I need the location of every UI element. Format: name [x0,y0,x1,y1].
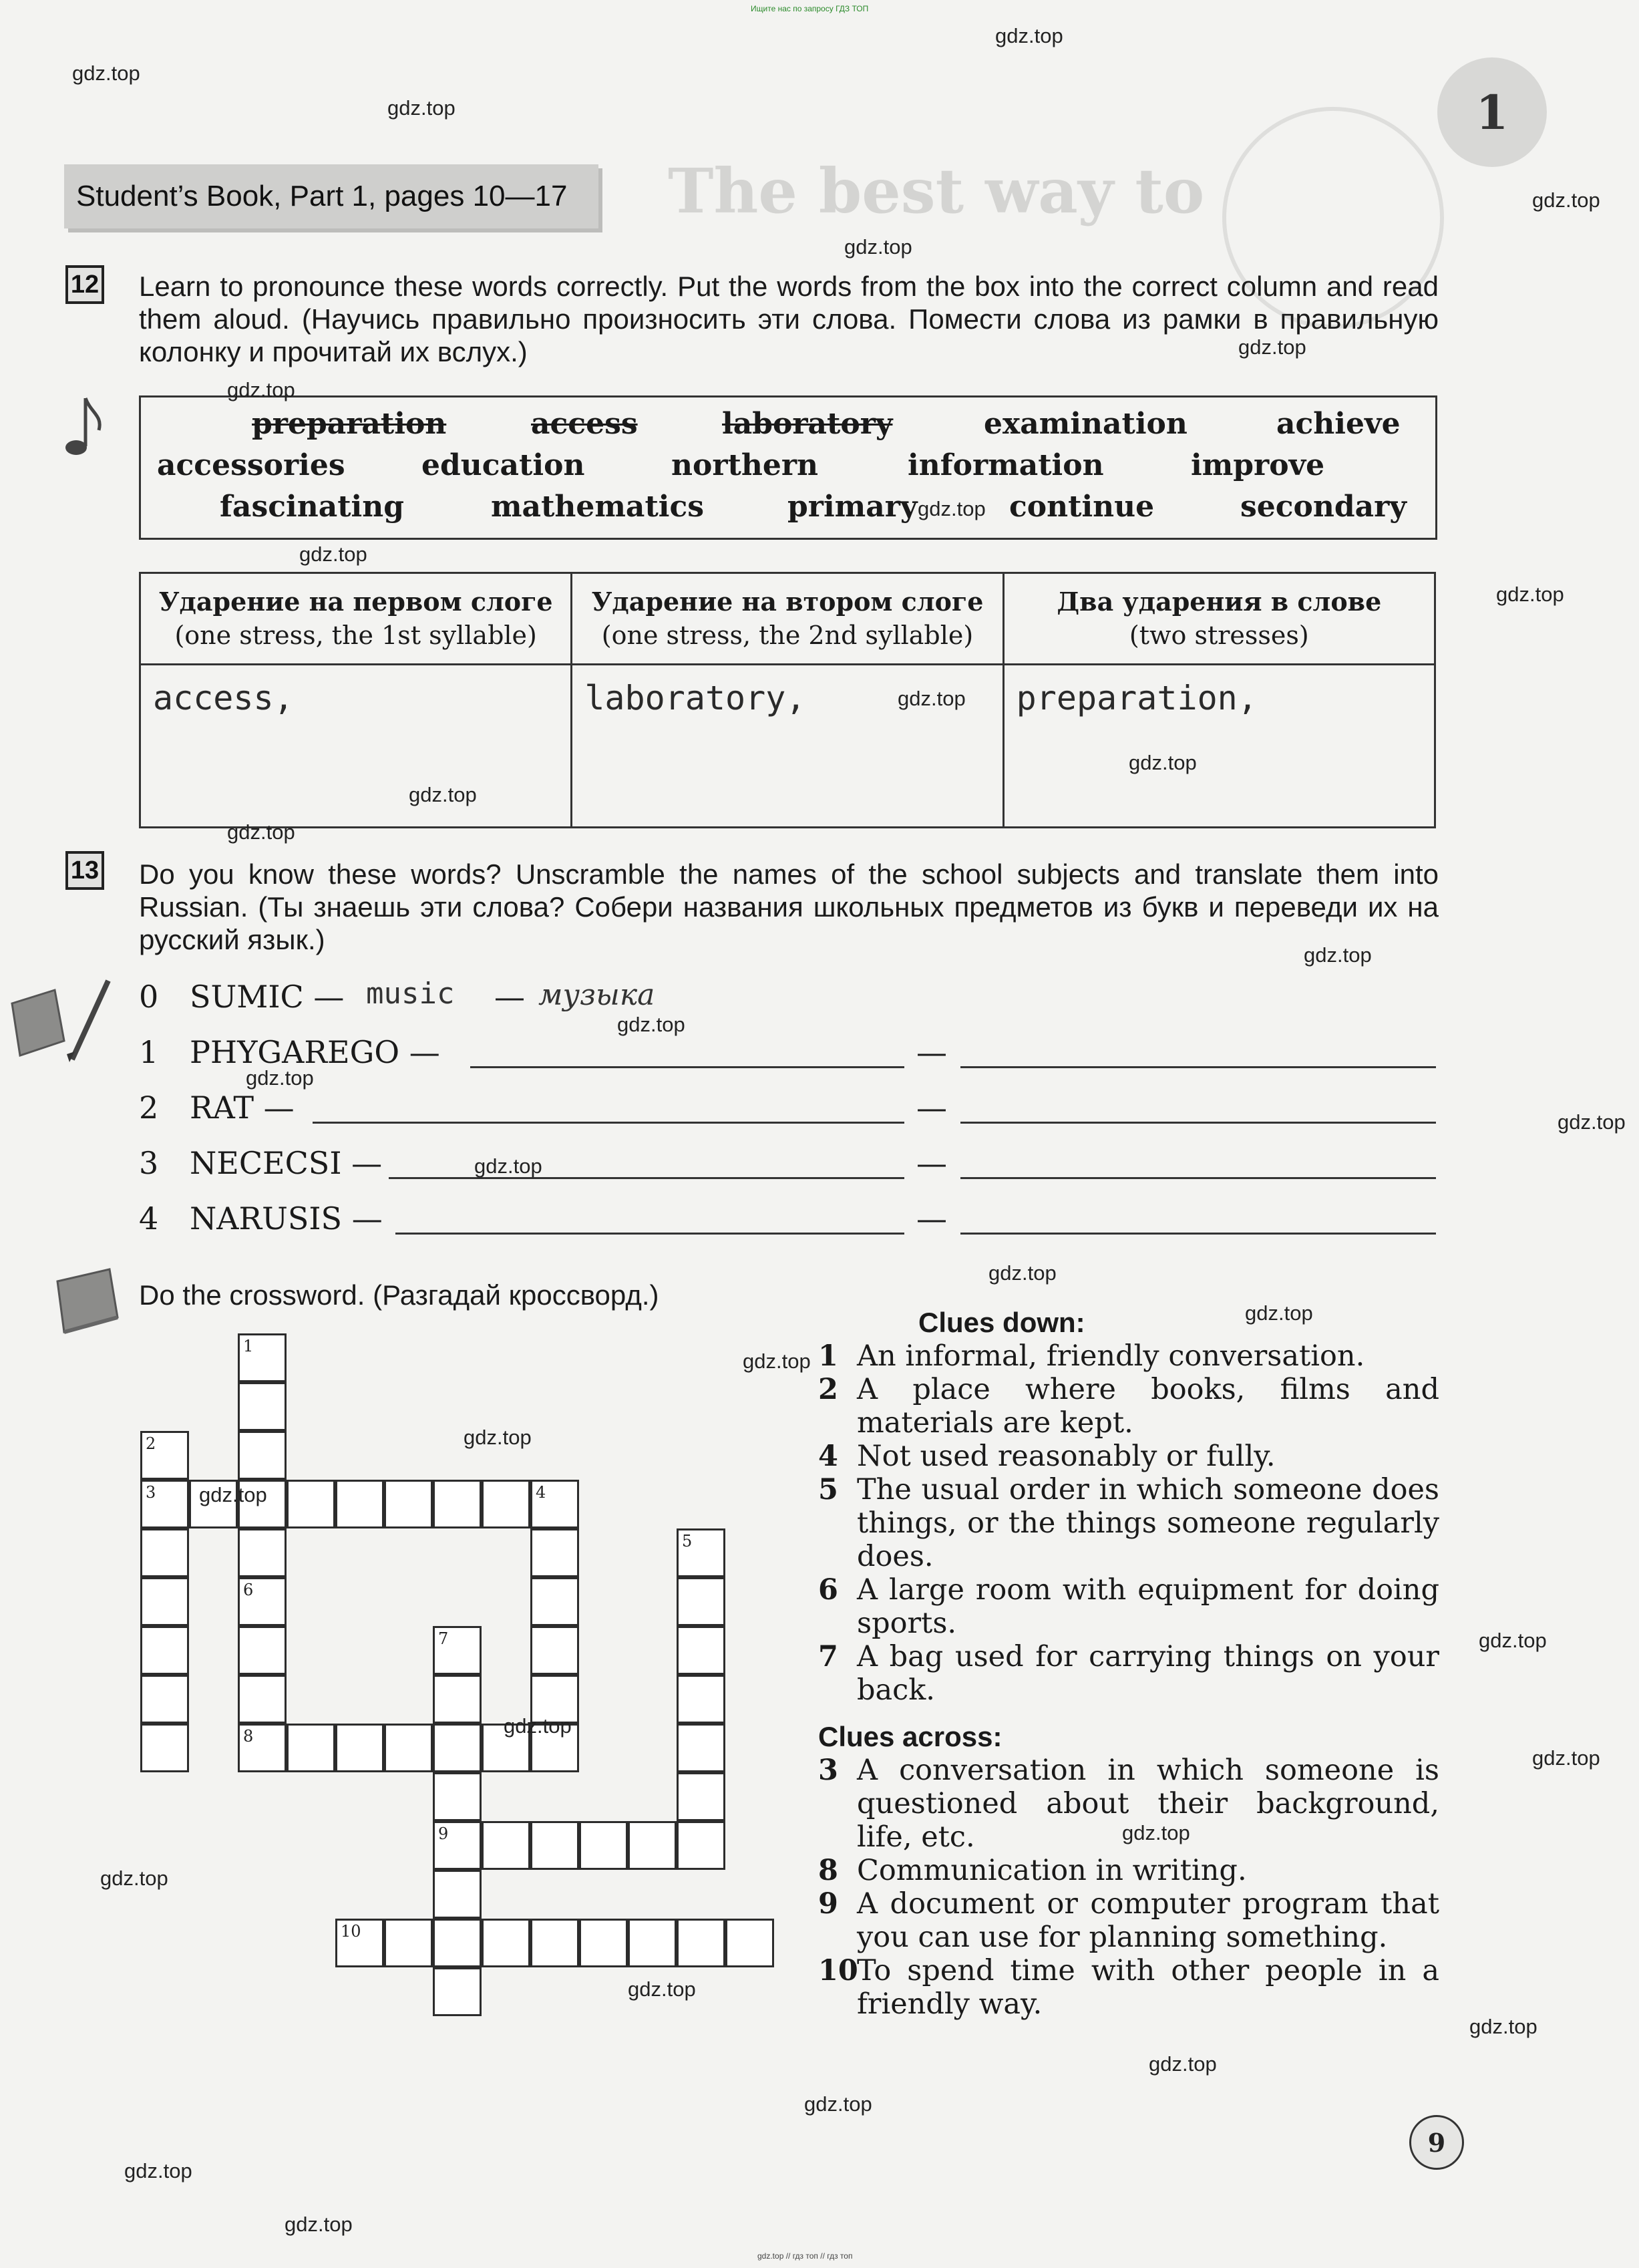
watermark: gdz.top [628,1977,696,2001]
word-box [139,395,1437,540]
header-bar: Student’s Book, Part 1, pages 10—17 [64,164,598,228]
ex13-item-2-dash: — [916,1090,947,1126]
ex13-item-2-translation-line[interactable] [960,1122,1436,1124]
crossword-cell[interactable] [482,1480,530,1528]
watermark: gdz.top [246,1066,314,1090]
stress-answer-2: laboratory, [572,665,1003,828]
ex12-number: 12 [65,265,104,304]
unit-number-badge: 1 [1437,57,1547,167]
clue-across-3: 3 A conversation in which someone is questioned about their background, life, etc. [818,1754,1439,1854]
crossword-cell[interactable] [530,1528,579,1577]
crossword-cell[interactable] [384,1480,433,1528]
watermark: gdz.top [504,1714,572,1738]
word-access: access [531,407,638,441]
crossword-cell[interactable] [384,1724,433,1772]
ex13-item-4-dash: — [916,1200,947,1237]
word-examination: examination [984,407,1188,441]
watermark: gdz.top [1149,2052,1217,2076]
crossword-cell[interactable] [140,1675,189,1724]
ex13-item-4-answer-line[interactable] [395,1233,904,1235]
crossword-cell[interactable] [677,1821,725,1870]
watermark: gdz.top [409,783,477,806]
crossword-cell[interactable] [287,1480,335,1528]
watermark: gdz.top [995,24,1063,47]
watermark: gdz.top [1558,1110,1626,1134]
ghost-title: The best way to [668,155,1205,227]
word-education: education [421,448,585,482]
watermark: gdz.top [387,96,456,120]
ex13-item-3-num: 3 [139,1145,159,1181]
crossword-cell[interactable] [238,1382,287,1431]
watermark: gdz.top [227,378,295,401]
watermark: gdz.top [1245,1301,1313,1325]
stress-answer-1: access, [140,665,572,828]
word-northern: northern [671,448,818,482]
crossword-cell[interactable] [238,1675,287,1724]
watermark: gdz.top [227,820,295,844]
word-preparation: preparation [252,407,447,441]
watermark: gdz.top [100,1867,168,1890]
crossword-clue-number: 5 [682,1532,693,1551]
ex13-item-1-word: PHYGAREGO — [190,1034,440,1070]
clue-down-1: 1 An informal, friendly conversation. [818,1339,1365,1373]
crossword-clue-number: 3 [146,1483,156,1502]
ex13-item-4-num: 4 [139,1200,159,1237]
word-mathematics: mathematics [491,490,705,524]
stress-table [139,572,1436,828]
ex13-item-4-word: NARUSIS — [190,1200,383,1237]
ex13-item-1-dash: — [916,1034,947,1070]
crossword-cell[interactable] [335,1724,384,1772]
clue-down-6: 6 A large room with equipment for doing sports. [818,1573,1439,1640]
ex13-item-0-word: SUMIC — [190,979,345,1015]
word-achieve: achieve [1276,407,1401,441]
crossword-cell[interactable] [140,1431,189,1480]
crossword-clue-number: 10 [341,1922,361,1941]
ex13-number: 13 [65,851,104,890]
stress-answer-3: preparation, [1003,665,1435,828]
word-laboratory: laboratory [722,407,893,441]
crossword-cell[interactable] [677,1528,725,1577]
crossword-cell[interactable] [287,1724,335,1772]
watermark: gdz.top [844,235,912,259]
crossword-clue-number: 6 [243,1581,254,1599]
clue-across-9: 9 A document or computer program that you can use for planning something. [818,1887,1439,1954]
crossword-cell[interactable] [433,1675,482,1724]
crossword-cell[interactable] [140,1724,189,1772]
crossword-cell[interactable] [530,1480,579,1528]
word-secondary: secondary [1240,490,1407,524]
crossword-cell[interactable] [433,1772,482,1821]
watermark: gdz.top [1122,1821,1190,1844]
stress-header-3: Два ударения в слове (two stresses) [1003,573,1435,665]
watermark: gdz.top [918,497,986,520]
watermark: gdz.top [804,2092,872,2116]
word-fascinating: fascinating [220,490,405,524]
crossword-cell[interactable] [433,1480,482,1528]
clue-down-5: 5 The usual order in which someone does things, or the things someone regularly does. [818,1473,1439,1573]
crossword-cell[interactable] [725,1919,774,1967]
crossword-cell[interactable] [335,1919,384,1967]
clues-down-title: Clues down: [918,1307,1085,1338]
crossword-cell[interactable] [238,1626,287,1675]
music-note-icon [59,393,106,466]
crossword-cell[interactable] [530,1577,579,1626]
crossword-cell[interactable] [433,1821,482,1870]
crossword-cell[interactable] [433,1626,482,1675]
watermark: gdz.top [1532,188,1600,212]
watermark: gdz.top [1469,2015,1537,2038]
crossword-cell[interactable] [482,1919,530,1967]
ex13-item-1-answer-line[interactable] [470,1066,904,1068]
watermark: gdz.top [1532,1746,1600,1770]
watermark: gdz.top [1304,943,1372,967]
ex13-item-4-translation-line[interactable] [960,1233,1436,1235]
ex13-item-0-translation: музыка [538,978,655,1012]
crossword-cell[interactable] [140,1577,189,1626]
clue-down-7: 7 A bag used for carrying things on your back. [818,1640,1439,1707]
word-continue: continue [1009,490,1155,524]
word-improve: improve [1191,448,1325,482]
crossword-instruction: Do the crossword. (Разгадай кроссворд.) [139,1279,659,1311]
watermark: gdz.top [617,1013,685,1036]
clues-across-title: Clues across: [818,1721,1003,1752]
ex13-item-3-word: NECECSI — [190,1145,383,1181]
stress-header-1: Ударение на первом слоге (one stress, the 1st syllable) [140,573,572,665]
crossword-cell[interactable] [579,1821,628,1870]
crossword-cell[interactable] [433,1919,482,1967]
ex13-item-1-translation-line[interactable] [960,1066,1436,1068]
bottom-banner: gdz.top // гдз топ // гдз топ [757,2251,853,2261]
crossword-clue-number: 9 [438,1824,449,1843]
clue-down-4: 4 Not used reasonably or fully. [818,1440,1276,1473]
ex13-item-0-dash: — [494,979,525,1015]
crossword-cell[interactable] [628,1919,677,1967]
clue-down-2: 2 A place where books, films and materials are kept. [818,1373,1439,1440]
clue-across-8: 8 Communication in writing. [818,1854,1247,1887]
crossword-clue-number: 4 [536,1483,546,1502]
crossword-cell[interactable] [335,1480,384,1528]
watermark: gdz.top [299,542,367,566]
crossword-cell[interactable] [530,1821,579,1870]
crossword-clue-number: 2 [146,1434,156,1453]
crossword-cell[interactable] [433,1967,482,2016]
notebook-pencil-icon [8,977,115,1064]
crossword-cell[interactable] [238,1431,287,1480]
stress-header-2: Ударение на втором слоге (one stress, the 2nd syllable) [572,573,1003,665]
word-information: information [908,448,1104,482]
crossword-cell[interactable] [530,1919,579,1967]
watermark: gdz.top [1238,335,1306,359]
crossword-cell[interactable] [238,1528,287,1577]
book-icon [51,1263,124,1336]
crossword-clue-number: 8 [243,1727,254,1746]
word-accessories: accessories [157,448,345,482]
crossword-clue-number: 1 [243,1337,254,1355]
ex13-instruction: Do you know these words? Unscramble the names of the school subjects and translate them into Russian. (Ты знаешь эти слова? Собери названия школьных предметов из букв и переведи их на русский язык.) [139,858,1439,955]
watermark: gdz.top [1479,1629,1547,1652]
ex13-item-3-dash: — [916,1145,947,1181]
crossword-cell[interactable] [677,1724,725,1772]
watermark: gdz.top [199,1483,267,1506]
crossword-cell[interactable] [140,1480,189,1528]
watermark: gdz.top [743,1349,811,1373]
crossword-cell[interactable] [677,1675,725,1724]
crossword-cell[interactable] [433,1724,482,1772]
crossword-cell[interactable] [433,1870,482,1919]
crossword-cell[interactable] [238,1333,287,1382]
ex13-item-0-answer: music [366,977,455,1011]
watermark: gdz.top [464,1426,532,1449]
ex13-item-2-answer-line[interactable] [313,1122,904,1124]
crossword-cell[interactable] [677,1919,725,1967]
ex13-item-1-num: 1 [139,1034,159,1070]
clues-panel [818,1306,1439,2021]
crossword-cell[interactable] [140,1528,189,1577]
crossword-clue-number: 7 [438,1629,449,1648]
crossword-cell[interactable] [628,1821,677,1870]
watermark: gdz.top [898,687,966,710]
page-number: 9 [1409,2115,1464,2170]
watermark: gdz.top [124,2159,192,2182]
crossword-cell[interactable] [384,1919,433,1967]
watermark: gdz.top [285,2213,353,2236]
ex12-instruction: Learn to pronounce these words correctly. Put the words from the box into the correct column and read them aloud. (Научись правильно произносить эти слова. Помести слова из рамки в правильную колонку и прочитай их вслух.) [139,271,1439,367]
crossword-cell[interactable] [482,1821,530,1870]
crossword-cell[interactable] [530,1626,579,1675]
crossword-cell[interactable] [238,1724,287,1772]
word-primary: primary [787,490,918,524]
watermark: gdz.top [474,1154,542,1178]
ex13-item-2-num: 2 [139,1090,159,1126]
crossword-cell[interactable] [238,1577,287,1626]
crossword-cell[interactable] [677,1577,725,1626]
top-banner: Ищите нас по запросу ГДЗ ТОП [751,4,869,13]
ex13-item-3-answer-line[interactable] [389,1177,904,1179]
crossword-cell[interactable] [677,1772,725,1821]
watermark: gdz.top [72,61,140,85]
clue-across-10: 10 To spend time with other people in a friendly way. [818,1954,1439,2021]
watermark: gdz.top [1496,583,1564,606]
crossword-cell[interactable] [677,1626,725,1675]
crossword-cell[interactable] [579,1919,628,1967]
ex13-item-0-num: 0 [139,979,159,1015]
watermark: gdz.top [988,1261,1057,1285]
watermark: gdz.top [1129,751,1197,774]
crossword-cell[interactable] [140,1626,189,1675]
ex13-item-3-translation-line[interactable] [960,1177,1436,1179]
ex13-item-2-word: RAT — [190,1090,295,1126]
